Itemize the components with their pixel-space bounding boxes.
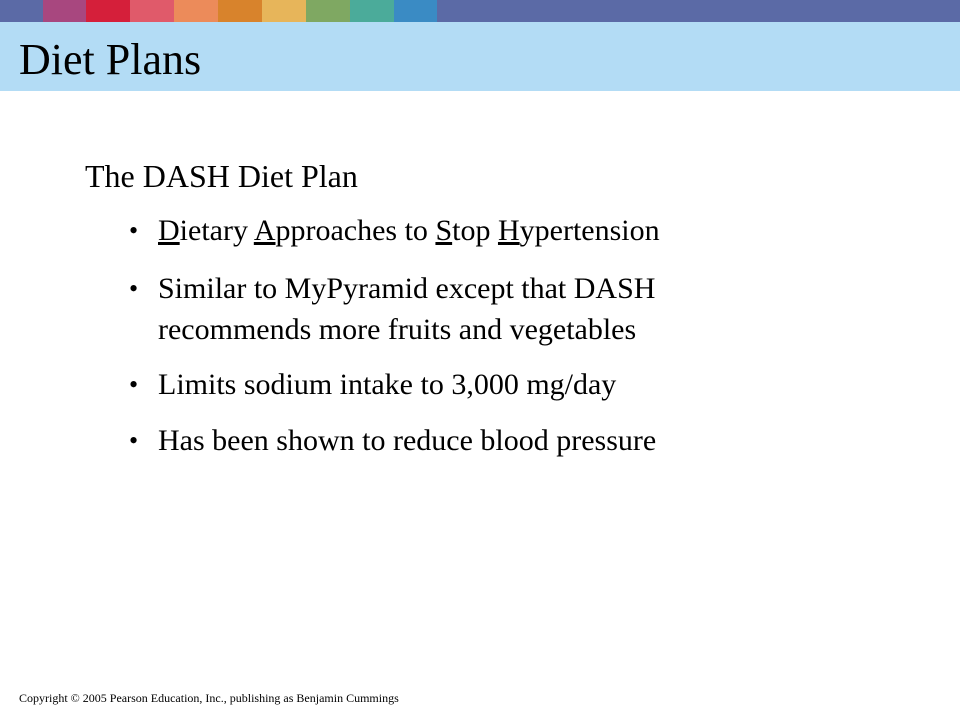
bullet-text: Similar to MyPyramid except that DASH recommends more fruits and vegetables <box>158 272 656 346</box>
bullet-text: Has been shown to reduce blood pressure <box>158 424 657 457</box>
bullet-icon: • <box>129 216 139 245</box>
color-strip-segment <box>174 0 218 22</box>
color-strip-segment <box>86 0 130 22</box>
slide-title: Diet Plans <box>19 35 202 84</box>
bullet-text: Limits sodium intake to 3,000 mg/day <box>158 368 617 401</box>
acronym-rest-h: ypertension <box>519 214 660 247</box>
acronym-letter-d: D <box>158 214 180 247</box>
color-strip-segment <box>218 0 262 22</box>
color-strip-segment <box>350 0 394 22</box>
acronym-rest-d: ietary <box>179 214 254 247</box>
color-strip-segment <box>43 0 86 22</box>
color-strip-segment <box>306 0 350 22</box>
acronym-letter-a: A <box>253 214 276 247</box>
color-strip-segment <box>262 0 306 22</box>
color-strip-segment <box>437 0 960 22</box>
acronym-rest-s: top <box>452 214 498 247</box>
bullet-icon: • <box>129 426 139 455</box>
color-strip-segment <box>130 0 174 22</box>
color-strip-segment <box>394 0 437 22</box>
bullet-icon: • <box>129 274 139 303</box>
bullet-text-acronym <box>158 210 798 251</box>
acronym-letter-s: S <box>435 214 453 247</box>
color-strip-segment <box>0 0 43 22</box>
bullet-icon: • <box>129 370 139 399</box>
acronym-rest-a: pproaches to <box>275 214 436 247</box>
section-heading: The DASH Diet Plan <box>85 158 358 194</box>
decorative-color-strip <box>0 0 960 22</box>
copyright-footer: Copyright © 2005 Pearson Education, Inc., publishing as Benjamin Cummings <box>19 691 399 705</box>
acronym-letter-h: H <box>497 214 520 247</box>
